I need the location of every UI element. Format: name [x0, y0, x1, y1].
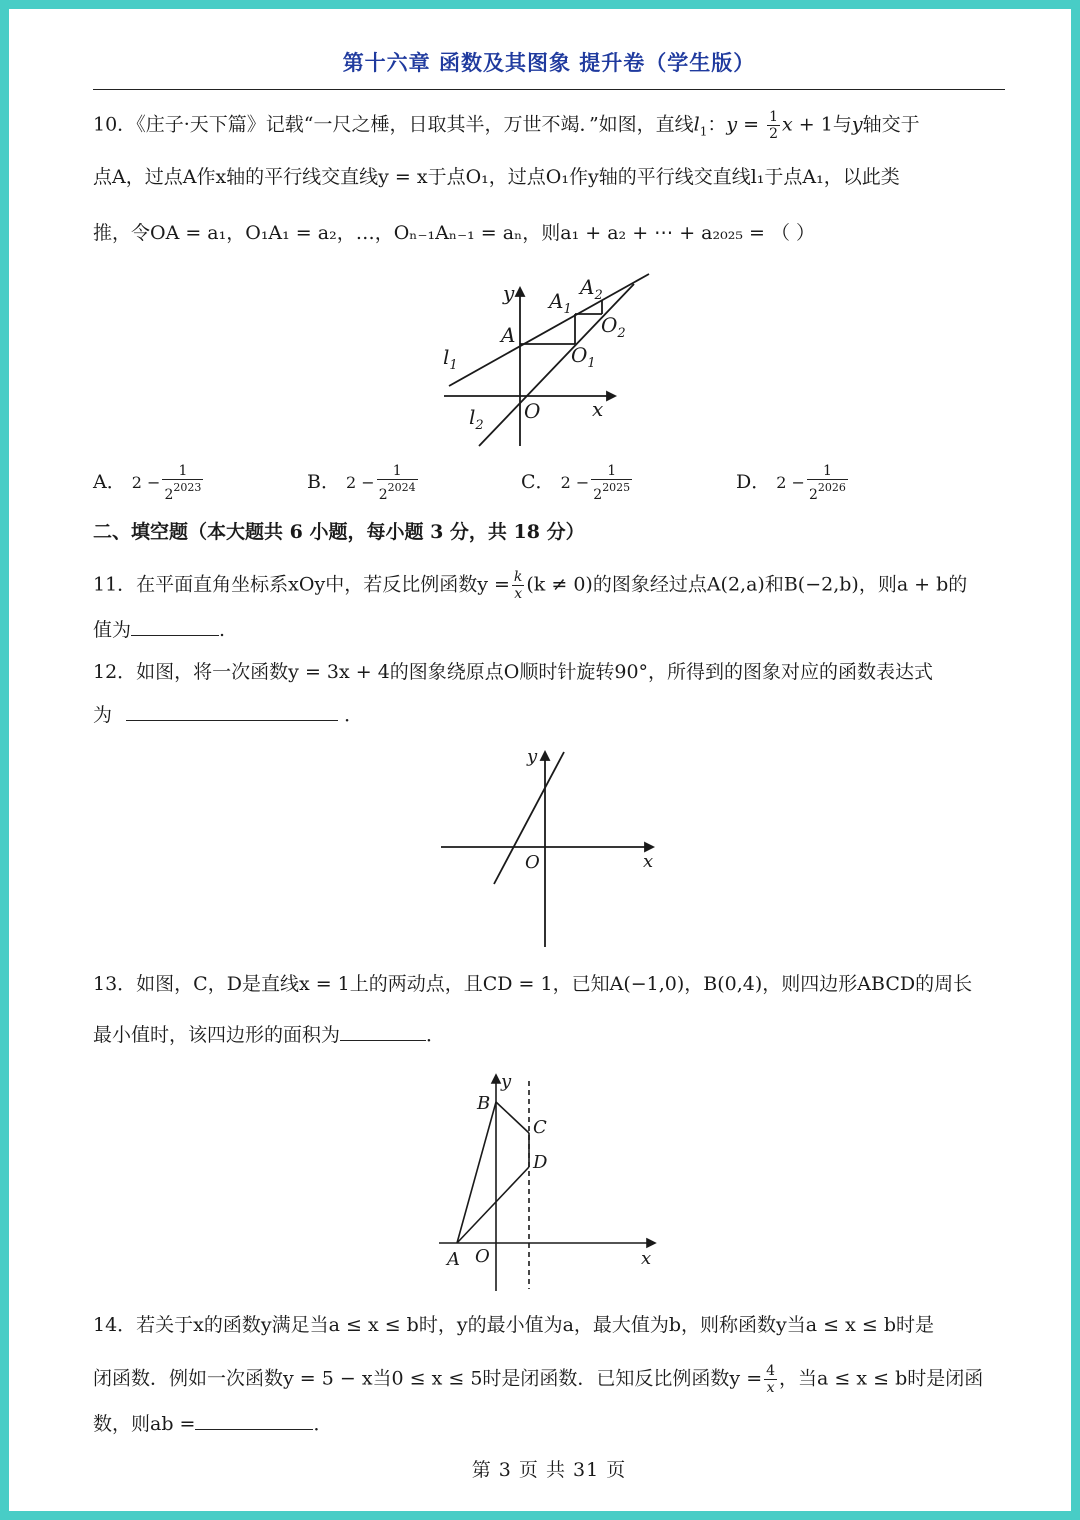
q10-eq-eq: =	[737, 113, 766, 136]
q10-text-a: 《庄子·天下篇》记载“一尺之棰，日取其半，万世不竭．”如图，直线	[136, 113, 694, 136]
q12-figure	[439, 744, 669, 949]
q13-label-o: O	[475, 1246, 490, 1267]
q10-text-d: 轴交于	[862, 113, 920, 136]
q12-x-arrow	[645, 843, 653, 851]
q10-option-d: D． 2 − $\frac{1}{2^{2026}}$	[736, 463, 846, 503]
q10-label-o: O	[524, 399, 541, 423]
q10-frac-den: 2	[769, 126, 779, 142]
q13-label-y: y	[501, 1071, 512, 1092]
q10-label-x: x	[592, 397, 604, 421]
q13-answer-blank[interactable]	[340, 1022, 426, 1041]
q10-label-a1: $A_1$	[549, 289, 572, 317]
q10-eq-y: y	[726, 113, 738, 136]
q11-fraction: $\frac{k}{x}$	[513, 569, 523, 602]
q10-frac-num: 1	[769, 109, 779, 125]
q12-answer-blank[interactable]	[126, 702, 338, 721]
q10-option-c: C． 2 − $\frac{1}{2^{2025}}$	[521, 463, 631, 503]
q10-option-a: A． 2 − $\frac{1}{2^{2023}}$	[93, 463, 202, 503]
q10-line3: 推，令OA = a₁，O₁A₁ = a₂，…，Oₙ₋₁Aₙ₋₁ = aₙ，则a₁ + a₂ + ⋯ + a₂₀₂₅ = （ ）	[93, 222, 816, 244]
q11-answer-blank[interactable]	[131, 617, 219, 636]
q13-line1: 13．如图，C，D是直线x = 1上的两动点，且CD = 1，已知A(−1,0)，B(0,4)，则四边形ABCD的周长	[93, 973, 973, 995]
q14-line3: 数，则ab = ．	[93, 1413, 333, 1435]
q12-label-y: y	[527, 746, 538, 767]
q10-line1	[93, 109, 1013, 144]
q10-y-axis: y	[851, 113, 863, 136]
header-divider	[93, 89, 1005, 90]
q10-text-b: ：	[707, 113, 727, 136]
q10-y-arrow	[516, 288, 524, 296]
q10-l1: l	[693, 113, 700, 136]
q10-label-o1: $O_1$	[571, 343, 596, 371]
q10-label-y: y	[503, 281, 515, 305]
q10-l1-sub: 1	[699, 124, 708, 139]
q10-option-b: B． 2 − $\frac{1}{2^{2024}}$	[307, 463, 416, 503]
q10-label-l2: $l_2$	[469, 405, 484, 433]
q14-line1: 14．若关于x的函数y满足当a ≤ x ≤ b时，y的最小值为a，最大值为b，则称函数y当a ≤ x ≤ b时是	[93, 1314, 934, 1336]
page-number: 第 3 页 共 31 页	[471, 1459, 627, 1481]
q13-y-arrow	[492, 1075, 500, 1083]
q12-y-arrow	[541, 752, 549, 760]
q13-side-bc	[496, 1102, 529, 1133]
q11-line1: 11．在平面直角坐标系xOy中，若反比例函数y = $\frac{k}{x}$ (k ≠ 0)的图象经过点A(2,a)和B(−2,b)，则a + b的	[93, 569, 968, 602]
section-heading: 二、填空题（本大题共 6 小题，每小题 3 分，共 18 分）	[93, 521, 585, 543]
q13-label-c: C	[533, 1117, 547, 1138]
q10-figure	[429, 264, 669, 454]
q10-eq-plus: + 1	[792, 113, 833, 136]
q12-label-o: O	[525, 852, 540, 873]
q13-line2: 最小值时，该四边形的面积为 ．	[93, 1024, 446, 1046]
q10-line2: 点A，过点A作x轴的平行线交直线y = x于点O₁，过点O₁作y轴的平行线交直线l₁于点A₁，以此类	[93, 166, 900, 188]
q10-eq-x: x	[782, 113, 793, 136]
page-title: 第十六章 函数及其图象 提升卷（学生版）	[342, 50, 756, 75]
q10-label-l1: $l_1$	[443, 345, 458, 373]
q14-line2: 闭函数．例如一次函数y = 5 − x当0 ≤ x ≤ 5时是闭函数．已知反比例函数y = $\frac{4}{x}$ ，当a ≤ x ≤ b时是闭函	[93, 1363, 984, 1396]
q10-fraction	[767, 109, 780, 142]
q13-label-b: B	[477, 1093, 491, 1114]
q10-label-a: A	[501, 323, 516, 347]
q13-label-x: x	[641, 1248, 652, 1269]
q10-label-o2: $O_2$	[601, 313, 626, 341]
q14-fraction: $\frac{4}{x}$	[766, 1363, 776, 1396]
q11-line2: 值为 .	[93, 619, 226, 641]
q10-label-a2: $A_2$	[580, 275, 603, 303]
q10-x-arrow	[607, 392, 615, 400]
q12-line2: 为 ．	[93, 704, 364, 726]
q13-x-arrow	[647, 1239, 655, 1247]
q12-line1: 12．如图，将一次函数y = 3x + 4的图象绕原点O顺时针旋转90°，所得到的图象对应的函数表达式	[93, 661, 934, 683]
q12-label-x: x	[643, 851, 654, 872]
q13-label-a: A	[447, 1249, 460, 1270]
q13-label-d: D	[533, 1152, 548, 1173]
q10-number: 10．	[93, 113, 137, 136]
q13-figure	[437, 1069, 667, 1294]
q10-text-c: 与	[832, 113, 852, 136]
q14-answer-blank[interactable]	[195, 1411, 313, 1430]
